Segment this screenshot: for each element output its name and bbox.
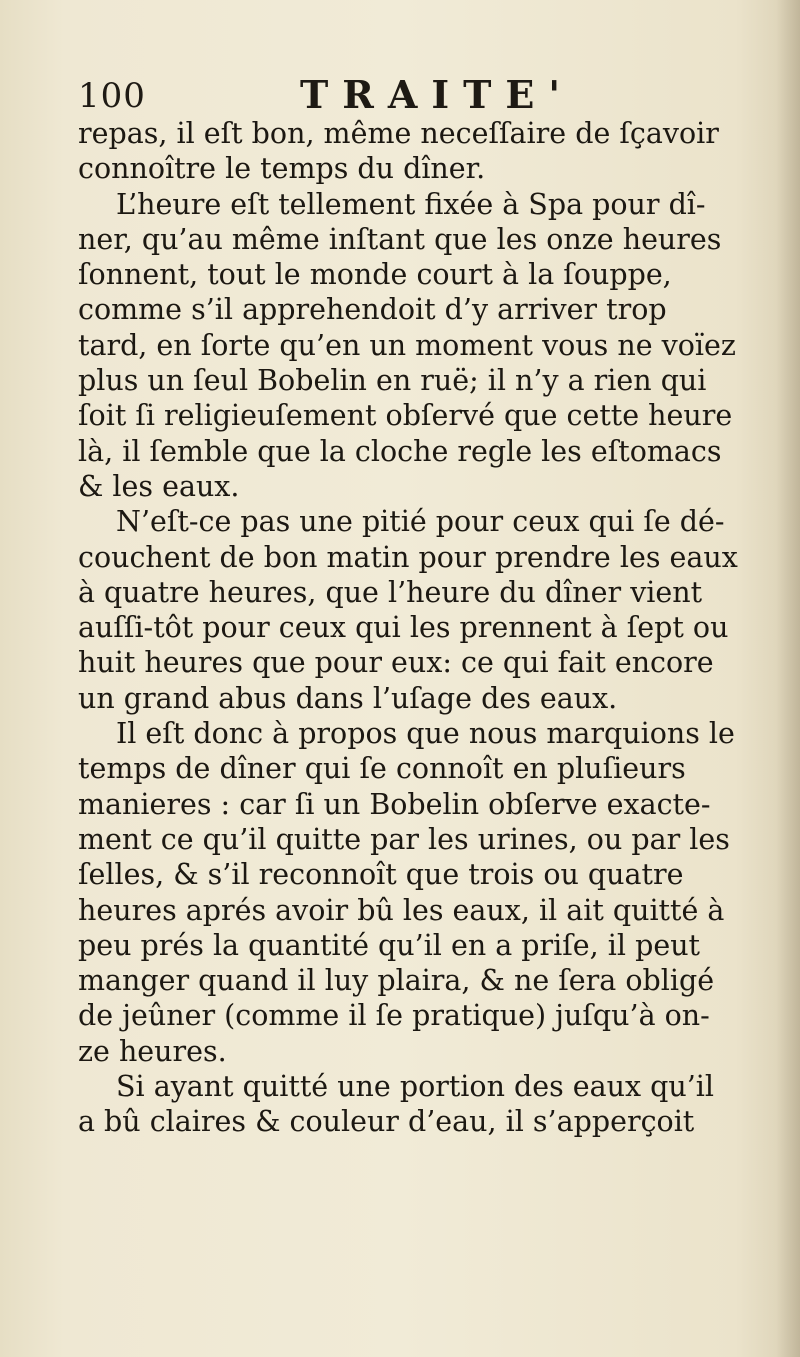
text-line: manger quand il luy plaira, & ne ſera obligé (78, 964, 715, 998)
text-line: ſoit ſi religieuſement obſervé que cette heure (78, 399, 733, 433)
text-line: comme s’il apprehendoit d’y arriver trop (78, 293, 667, 327)
text-line: Si ayant quitté une portion des eaux qu’il (116, 1070, 715, 1104)
text-line: heures aprés avoir bû les eaux, il ait quitté à (78, 893, 725, 927)
text-line: ſelles, & s’il reconnoît que trois ou quatre (78, 858, 684, 892)
text-line: ner, qu’au même inſtant que les onze heures (78, 222, 722, 256)
text-line: temps de dîner qui ſe connoît en pluſieurs (78, 752, 686, 786)
text-line: L’heure eſt tellement fixée à Spa pour dî- (116, 187, 706, 221)
text-line: ment ce qu’il quitte par les urines, ou par les (78, 822, 730, 856)
text-line: repas, il eſt bon, même neceſſaire de ſçavoir (78, 117, 719, 150)
text-line: de jeûner (comme il ſe pratique) juſqu’à on- (78, 999, 710, 1033)
text-line: ſonnent, tout le monde court à la ſouppe, (78, 258, 672, 292)
text-line: un grand abus dans l’uſage des eaux. (78, 681, 618, 715)
text-line: peu prés la quantité qu’il en a priſe, il peut (78, 928, 701, 962)
text-line: & les eaux. (78, 469, 240, 503)
text-line: auſſi-tôt pour ceux qui les prennent à ſept ou (78, 611, 729, 645)
text-line: connoître le temps du dîner. (78, 152, 486, 186)
text-line: plus un ſeul Bobelin en ruë; il n’y a rien qui (78, 364, 707, 398)
text-line: Il eſt donc à propos que nous marquions le (116, 717, 735, 751)
text-line: à quatre heures, que l’heure du dîner vient (78, 575, 703, 609)
text-line: ze heures. (78, 1034, 227, 1068)
running-head (78, 72, 778, 118)
text-line: tard, en ſorte qu’en un moment vous ne voïez (78, 328, 736, 362)
text-line: là, il ſemble que la cloche regle les eſtomacs (78, 434, 722, 468)
page-number: 100 (78, 76, 146, 116)
text-line: N’eſt-ce pas une pitié pour ceux qui ſe dé- (116, 505, 725, 539)
text-line: manieres : car ſi un Bobelin obſerve exacte- (78, 787, 711, 821)
body-text (78, 116, 790, 1140)
text-line: huit heures que pour eux: ce qui fait encore (78, 646, 714, 680)
text-line: a bû claires & couleur d’eau, il s’apperçoit (78, 1105, 695, 1139)
text-line: couchent de bon matin pour prendre les eaux (78, 540, 738, 574)
running-title: TRAITE' (300, 72, 574, 117)
